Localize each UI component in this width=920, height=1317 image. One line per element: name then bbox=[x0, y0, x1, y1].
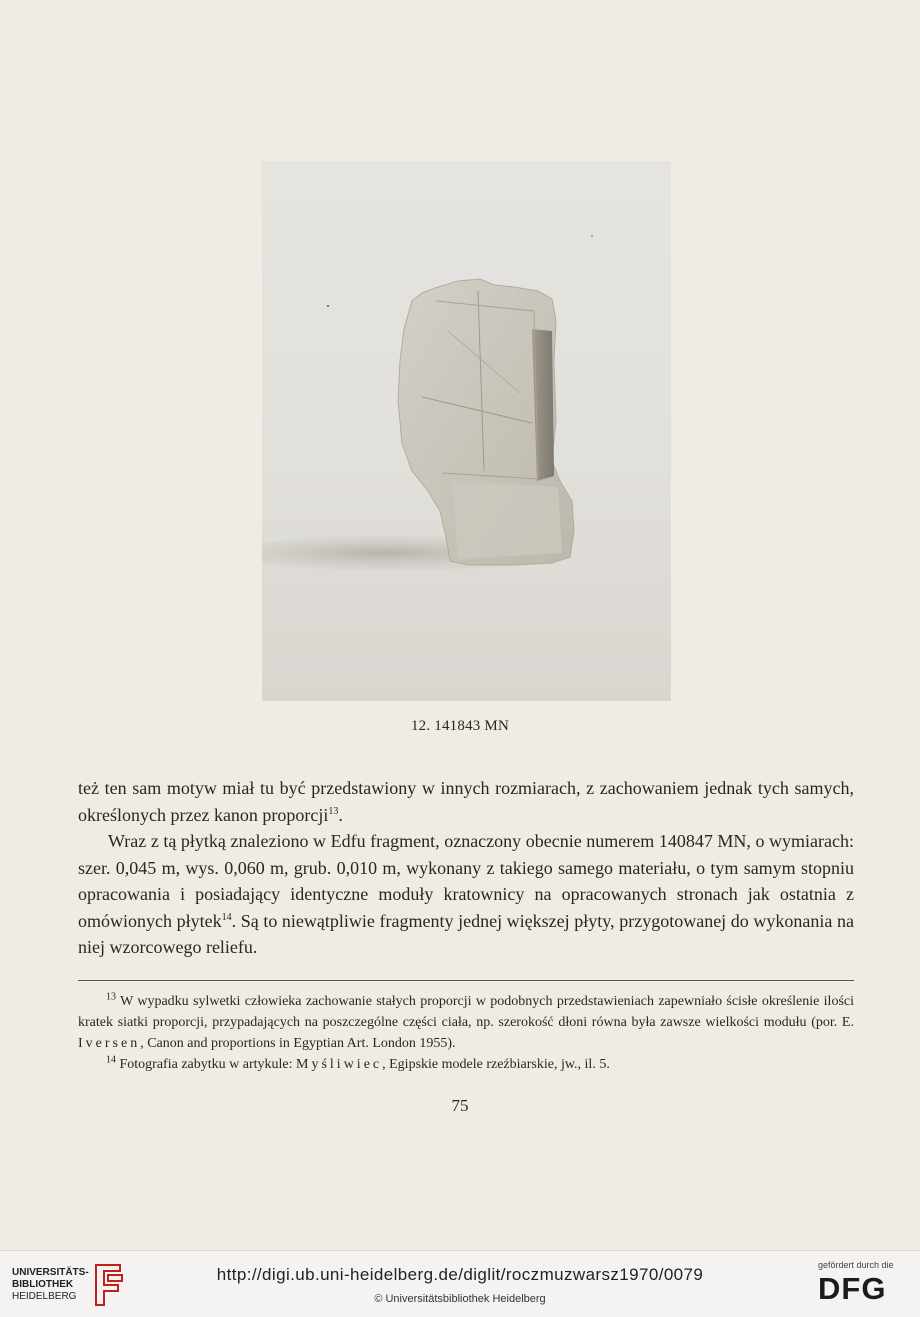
permalink-url[interactable]: http://digi.ub.uni-heidelberg.de/diglit/roczmuzwarsz1970/0079 bbox=[216, 1265, 704, 1284]
dfg-logo: DFG bbox=[818, 1271, 887, 1306]
artifact-photo bbox=[262, 161, 671, 701]
body-text bbox=[78, 775, 854, 961]
author-mysliwiec: Myśliwiec bbox=[296, 1057, 383, 1072]
footnotes bbox=[78, 991, 854, 1075]
footnote-13: $^{13}$ W wypadku sylwetki człowieka zachowanie stałych proporcji w podobnych przedstawieniach zapewniało ścisłe określenie ilości kratek siatki proporcji, przypadających na poszczególne części ciała, np. szerokość dłoni równa była zawsze wielkości modułu (por. E. Iversen, Canon and proportions in Egyptian Art. London 1955). bbox=[78, 991, 854, 1051]
footnote-14: $^{14}$ Fotografia zabytku w artykule: Myśliwiec, Egipskie modele rzeźbiarskie, jw., il. 5. bbox=[106, 1054, 610, 1072]
paragraph-1: też ten sam motyw miał tu być przedstawiony w innych rozmiarach, z zachowaniem jednak tych samych, określonych przez kanon proporcji$^{13}$. bbox=[78, 778, 854, 825]
footnote-divider bbox=[78, 980, 854, 981]
library-name: UNIVERSITÄTS- BIBLIOTHEK HEIDELBERG bbox=[12, 1267, 89, 1302]
footnote-ref-13: 13 bbox=[328, 805, 339, 817]
footnote-ref-14: 14 bbox=[221, 911, 232, 923]
stone-fragment-image bbox=[262, 161, 671, 701]
footer-bar bbox=[0, 1250, 920, 1317]
copyright-notice: © Universitätsbibliothek Heidelberg bbox=[374, 1293, 546, 1305]
figure-caption: 12. 141843 MN bbox=[410, 718, 510, 734]
page-number: 75 bbox=[451, 1096, 469, 1115]
paragraph-2: Wraz z tą płytką znaleziono w Edfu fragment, oznaczony obecnie numerem 140847 MN, o wymiarach: szer. 0,045 m, wys. 0,060 m, grub. 0,010 m, wykonany z takiego samego materiału, o tym samym stopniu opracowania i posiadający identyczne moduły kratownicy na opracowanych stronach jak ostatnia z omówionych płytek$^{14}$. Są to niewątpliwie fragmenty jednej większej płyty, przygotowanej do wykonania na niej wzorcowego reliefu. bbox=[78, 831, 854, 957]
author-iversen: Iversen bbox=[78, 1036, 141, 1051]
sponsor-label: gefördert durch die bbox=[818, 1260, 894, 1270]
